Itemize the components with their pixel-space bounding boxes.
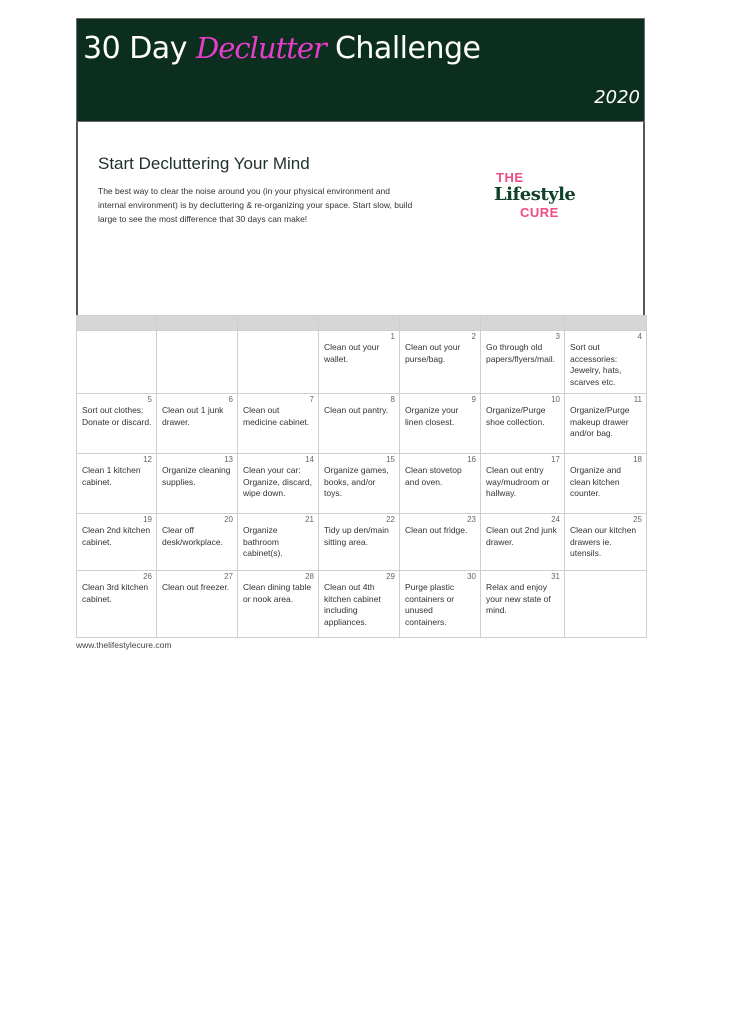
weekday-header xyxy=(400,316,481,331)
day-number: 13 xyxy=(224,455,233,464)
day-task: Clean stovetop and oven. xyxy=(405,465,462,487)
day-number: 8 xyxy=(390,395,395,404)
logo-lifestyle: Lifestyle xyxy=(494,184,576,205)
calendar-day xyxy=(481,571,565,638)
calendar-day xyxy=(77,571,157,638)
day-number: 19 xyxy=(143,515,152,524)
calendar-day xyxy=(157,454,238,514)
title-script-word: Declutter xyxy=(195,31,326,65)
day-task: Clean out fridge. xyxy=(405,525,468,535)
day-task: Organize cleaning supplies. xyxy=(162,465,231,487)
intro-heading: Start Decluttering Your Mind xyxy=(98,154,310,173)
day-task: Clean out medicine cabinet. xyxy=(243,405,310,427)
weekday-header xyxy=(481,316,565,331)
day-number: 1 xyxy=(390,332,395,341)
day-number: 14 xyxy=(305,455,314,464)
day-number: 21 xyxy=(305,515,314,524)
calendar-day xyxy=(481,394,565,454)
day-task: Clean out pantry. xyxy=(324,405,389,415)
brand-logo xyxy=(494,170,594,220)
day-task: Clear off desk/workplace. xyxy=(162,525,223,547)
calendar-day xyxy=(400,514,481,571)
day-number: 17 xyxy=(551,455,560,464)
day-task: Clean your car: Organize, discard, wipe down. xyxy=(243,465,312,498)
day-task: Sort out clothes: Donate or discard. xyxy=(82,405,152,427)
calendar-day xyxy=(319,514,400,571)
title-banner xyxy=(76,18,645,122)
day-task: Clean out your purse/bag. xyxy=(405,342,461,364)
day-number xyxy=(162,332,233,341)
day-number: 5 xyxy=(147,395,152,404)
day-task: Clean 3rd kitchen cabinet. xyxy=(82,582,149,604)
day-task: Organize/Purge shoe collection. xyxy=(486,405,546,427)
intro-section xyxy=(76,122,645,315)
day-task: Relax and enjoy your new state of mind. xyxy=(486,582,551,615)
weekday-header xyxy=(77,316,157,331)
day-number: 28 xyxy=(305,572,314,581)
calendar-header-row xyxy=(77,316,647,331)
day-number xyxy=(82,332,152,341)
day-number: 4 xyxy=(637,332,642,341)
calendar-day xyxy=(238,331,319,394)
day-number: 12 xyxy=(143,455,152,464)
day-task: Clean out freezer. xyxy=(162,582,230,592)
calendar-day xyxy=(77,454,157,514)
calendar-week xyxy=(77,454,647,514)
website-link[interactable]: www.thelifestylecure.com xyxy=(76,640,172,650)
calendar-day xyxy=(565,394,647,454)
day-number: 7 xyxy=(309,395,314,404)
day-task: Go through old papers/flyers/mail. xyxy=(486,342,555,364)
day-task: Purge plastic containers or unused containers. xyxy=(405,582,455,627)
day-task: Clean out your wallet. xyxy=(324,342,380,364)
day-number: 11 xyxy=(633,395,642,404)
day-number: 15 xyxy=(386,455,395,464)
logo-the: THE xyxy=(496,170,524,185)
day-number: 30 xyxy=(467,572,476,581)
day-number: 3 xyxy=(555,332,560,341)
calendar-day xyxy=(157,514,238,571)
weekday-header xyxy=(238,316,319,331)
calendar-day xyxy=(319,331,400,394)
day-number: 9 xyxy=(471,395,476,404)
day-number: 31 xyxy=(551,572,560,581)
logo-cure: CURE xyxy=(520,205,559,220)
calendar-grid xyxy=(76,315,647,638)
day-task: Organize and clean kitchen counter. xyxy=(570,465,622,498)
day-number: 6 xyxy=(228,395,233,404)
calendar-day xyxy=(319,454,400,514)
day-task: Organize bathroom cabinet(s). xyxy=(243,525,283,558)
day-task: Organize your linen closest. xyxy=(405,405,459,427)
calendar-day xyxy=(400,454,481,514)
calendar-day xyxy=(157,394,238,454)
calendar-day xyxy=(565,454,647,514)
day-task: Clean out 1 junk drawer. xyxy=(162,405,224,427)
day-number: 23 xyxy=(467,515,476,524)
day-task: Clean 1 kitchen cabinet. xyxy=(82,465,141,487)
day-task: Organize games, books, and/or toys. xyxy=(324,465,389,498)
day-task: Clean dining table or nook area. xyxy=(243,582,312,604)
calendar-day xyxy=(238,571,319,638)
calendar-day xyxy=(157,571,238,638)
day-number: 29 xyxy=(386,572,395,581)
calendar-day xyxy=(400,571,481,638)
calendar-day xyxy=(481,454,565,514)
calendar-day xyxy=(319,571,400,638)
calendar-day xyxy=(77,394,157,454)
day-task: Organize/Purge makeup drawer and/or bag. xyxy=(570,405,630,438)
calendar-day xyxy=(565,571,647,638)
calendar-day xyxy=(238,514,319,571)
calendar-day xyxy=(319,394,400,454)
calendar-day xyxy=(157,331,238,394)
day-number: 16 xyxy=(467,455,476,464)
calendar-day xyxy=(481,514,565,571)
day-number: 24 xyxy=(551,515,560,524)
day-number: 26 xyxy=(143,572,152,581)
day-number xyxy=(570,572,642,581)
day-task: Clean 2nd kitchen cabinet. xyxy=(82,525,151,547)
calendar-day xyxy=(238,394,319,454)
weekday-header xyxy=(319,316,400,331)
calendar-day xyxy=(77,514,157,571)
title-suffix: Challenge xyxy=(325,31,481,66)
page-title xyxy=(83,31,480,66)
day-number: 25 xyxy=(633,515,642,524)
day-task: Clean out 2nd junk drawer. xyxy=(486,525,557,547)
calendar-day xyxy=(400,331,481,394)
day-task: Clean our kitchen drawers ie. utensils. xyxy=(570,525,637,558)
day-task: Clean out entry way/mudroom or hallway. xyxy=(486,465,550,498)
year-label: 2020 xyxy=(594,87,640,108)
day-number: 18 xyxy=(633,455,642,464)
weekday-header xyxy=(157,316,238,331)
calendar-day xyxy=(565,514,647,571)
day-number: 2 xyxy=(471,332,476,341)
day-number: 10 xyxy=(551,395,560,404)
weekday-header xyxy=(565,316,647,331)
day-number: 20 xyxy=(224,515,233,524)
calendar-week xyxy=(77,514,647,571)
day-number: 27 xyxy=(224,572,233,581)
calendar-day xyxy=(77,331,157,394)
calendar-day xyxy=(238,454,319,514)
calendar-day xyxy=(400,394,481,454)
title-prefix: 30 Day xyxy=(83,31,196,66)
calendar-week xyxy=(77,394,647,454)
day-number xyxy=(243,332,314,341)
calendar-week xyxy=(77,331,647,394)
day-task: Sort out accessories: Jewelry, hats, scarves etc. xyxy=(570,342,622,387)
calendar-day xyxy=(565,331,647,394)
day-task: Clean out 4th kitchen cabinet including appliances. xyxy=(324,582,381,627)
calendar-day xyxy=(481,331,565,394)
intro-body: The best way to clear the noise around you (in your physical environment and internal environment) is by decluttering & re-organizing your space. Start slow, build large to see the most difference that 30 days can make! xyxy=(98,186,413,224)
day-task: Tidy up den/main sitting area. xyxy=(324,525,389,547)
calendar-week xyxy=(77,571,647,638)
day-number: 22 xyxy=(386,515,395,524)
